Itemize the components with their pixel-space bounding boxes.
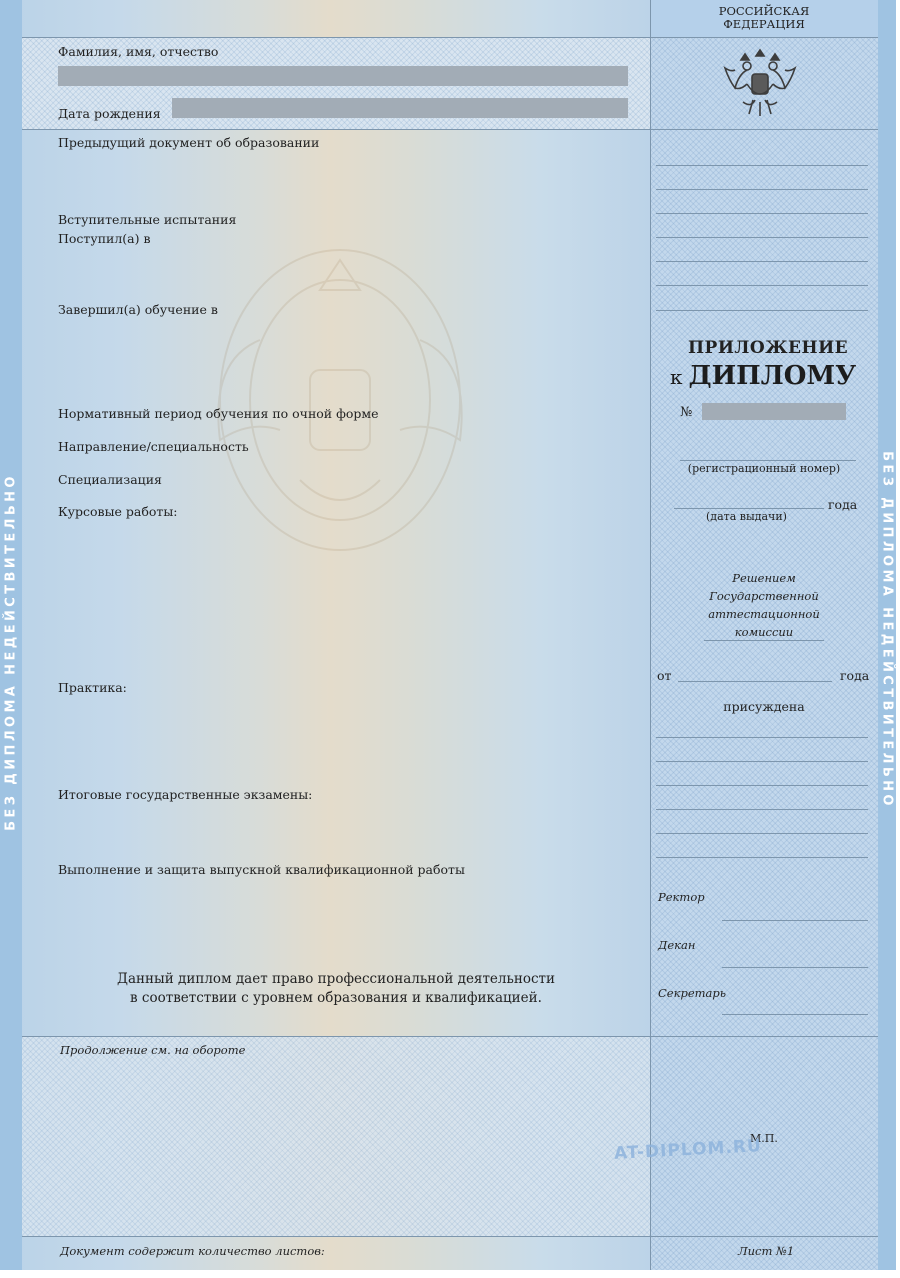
birth-date-redacted — [172, 98, 628, 118]
footer-top-line — [22, 1236, 878, 1237]
study-period-label: Нормативный период обучения по очной форме — [58, 406, 379, 421]
sheet-number-label: Лист №1 — [738, 1244, 795, 1258]
coursework-label: Курсовые работы: — [58, 504, 178, 519]
site-watermark: AT-DIPLOM.RU — [613, 1136, 763, 1164]
awarded-label: присуждена — [723, 699, 805, 714]
rule-line — [656, 833, 868, 834]
bottom-edge — [0, 1270, 900, 1278]
right-margin-text: БЕЗ ДИПЛОМА НЕДЕЙСТВИТЕЛЬНО — [879, 451, 895, 809]
rule-line — [722, 967, 868, 968]
title-to-diploma — [670, 361, 856, 391]
rule-line — [656, 261, 868, 262]
number-sign: № — [680, 405, 693, 420]
rule-line — [656, 213, 868, 214]
rule-line — [656, 785, 868, 786]
header-bottom-line — [22, 129, 878, 130]
title-supplement: ПРИЛОЖЕНИЕ — [688, 338, 849, 358]
rule-line — [656, 165, 868, 166]
rights-text-line-1: Данный диплом дает право профессиональной деятельности — [117, 971, 555, 987]
dean-label: Декан — [658, 938, 696, 952]
decision-line-1: Решением — [732, 571, 796, 585]
rule-line — [680, 460, 856, 461]
country-line-1: РОССИЙСКАЯ — [718, 4, 810, 18]
year-word-1: года — [828, 497, 858, 512]
left-margin-text: БЕЗ ДИПЛОМА НЕДЕЙСТВИТЕЛЬНО — [3, 473, 19, 831]
rule-line — [722, 1014, 868, 1015]
double-eagle-watermark-icon — [150, 220, 530, 580]
title-prefix: к — [670, 365, 683, 389]
stamp-place-label: М.П. — [750, 1132, 778, 1145]
rule-line — [678, 681, 832, 682]
rule-line — [656, 737, 868, 738]
birth-date-label: Дата рождения — [58, 106, 161, 121]
continuation-note: Продолжение см. на обороте — [60, 1043, 246, 1057]
entrance-exams-label: Вступительные испытания — [58, 212, 237, 227]
rule-line — [656, 761, 868, 762]
decision-line-4: комиссии — [734, 625, 794, 639]
from-label: от — [657, 668, 672, 683]
rule-line — [656, 809, 868, 810]
prev-document-label: Предыдущий документ об образовании — [58, 135, 320, 150]
full-name-redacted — [58, 66, 628, 86]
rule-line — [674, 508, 824, 509]
rector-label: Ректор — [658, 890, 705, 904]
registration-number-caption: (регистрационный номер) — [687, 462, 841, 475]
rule-line — [656, 237, 868, 238]
continuation-area — [22, 1036, 650, 1236]
state-exams-label: Итоговые государственные экзамены: — [58, 787, 313, 802]
secretary-label: Секретарь — [658, 986, 727, 1000]
year-word-2: года — [840, 668, 870, 683]
sheets-count-label: Документ содержит количество листов: — [60, 1244, 325, 1258]
rule-line — [704, 640, 824, 641]
issue-date-caption: (дата выдачи) — [706, 510, 787, 523]
rule-line — [656, 310, 868, 311]
continuation-top-line — [22, 1036, 878, 1037]
diploma-number-redacted — [702, 403, 846, 420]
practice-label: Практика: — [58, 680, 127, 695]
title-diploma-word: ДИПЛОМУ — [688, 361, 857, 391]
full-name-label: Фамилия, имя, отчество — [58, 44, 219, 59]
rule-line — [656, 857, 868, 858]
russian-coat-of-arms-icon — [721, 44, 799, 122]
specialization-label: Специализация — [58, 472, 162, 487]
rule-line — [722, 920, 868, 921]
rights-text-line-2: в соответствии с уровнем образования и квалификацией. — [130, 990, 542, 1006]
decision-line-3: аттестационной — [708, 607, 820, 621]
completed-label: Завершил(а) обучение в — [58, 302, 218, 317]
rule-line — [656, 189, 868, 190]
country-line-2: ФЕДЕРАЦИЯ — [723, 17, 805, 31]
direction-label: Направление/специальность — [58, 439, 249, 454]
rule-line — [656, 285, 868, 286]
top-border-line — [22, 37, 878, 38]
right-edge — [896, 0, 900, 1278]
thesis-label: Выполнение и защита выпускной квалификационной работы — [58, 862, 465, 877]
decision-line-2: Государственной — [709, 589, 819, 603]
admitted-label: Поступил(а) в — [58, 231, 151, 246]
